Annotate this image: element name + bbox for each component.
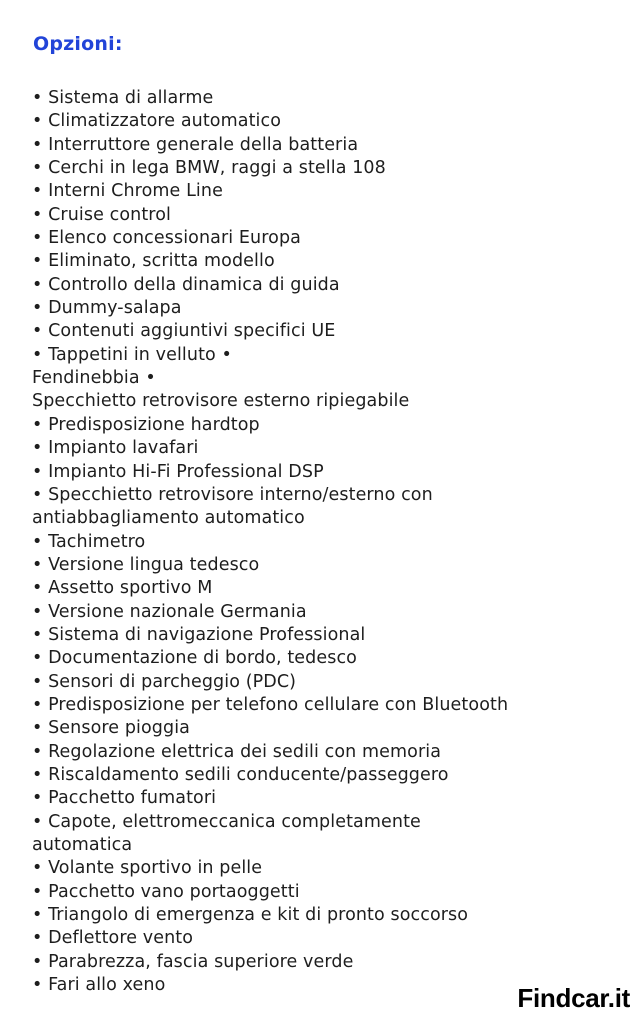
option-line: • Sistema di navigazione Professional <box>32 624 366 645</box>
option-line: • Sensore pioggia <box>32 718 190 739</box>
option-line: antiabbagliamento automatico <box>32 508 305 529</box>
option-line: • Predisposizione per telefono cellulare con Bluetooth <box>32 694 509 715</box>
option-line: • Cerchi in lega BMW, raggi a stella 108 <box>32 158 386 179</box>
option-line: • Eliminato, scritta modello <box>32 251 275 272</box>
option-line: • Deflettore vento <box>32 928 194 949</box>
option-line: • Climatizzatore automatico <box>32 111 282 132</box>
option-line: • Versione nazionale Germania <box>32 601 307 622</box>
option-line: • Parabrezza, fascia superiore verde <box>32 951 354 972</box>
option-line: • Interruttore generale della batteria <box>32 134 359 155</box>
option-line: • Specchietto retrovisore interno/esterno con <box>32 484 433 505</box>
option-line: • Assetto sportivo M <box>32 578 213 599</box>
option-line: • Documentazione di bordo, tedesco <box>32 648 357 669</box>
options-list <box>32 87 508 997</box>
options-heading: Opzioni: <box>33 33 123 55</box>
option-line: • Impianto lavafari <box>32 438 199 459</box>
option-line: • Tappetini in velluto • <box>32 344 232 365</box>
option-line: • Triangolo di emergenza e kit di pronto soccorso <box>32 905 469 926</box>
option-line: • Tachimetro <box>32 531 146 552</box>
option-line: • Regolazione elettrica dei sedili con memoria <box>32 741 442 762</box>
option-line: • Predisposizione hardtop <box>32 414 260 435</box>
option-line: • Capote, elettromeccanica completamente <box>32 811 421 832</box>
option-line: • Pacchetto fumatori <box>32 788 217 809</box>
option-line: • Controllo della dinamica di guida <box>32 274 340 295</box>
option-line: • Pacchetto vano portaoggetti <box>32 881 300 902</box>
option-line: • Impianto Hi-Fi Professional DSP <box>32 461 324 482</box>
option-line: • Sistema di allarme <box>32 88 214 108</box>
option-line: • Elenco concessionari Europa <box>32 228 301 249</box>
option-line: • Versione lingua tedesco <box>32 554 260 575</box>
option-line: • Dummy-salapa <box>32 298 182 319</box>
option-line: • Volante sportivo in pelle <box>32 858 263 879</box>
findcar-watermark: Findcar.it <box>517 983 630 1013</box>
option-line: Specchietto retrovisore esterno ripiegabile <box>32 391 410 412</box>
option-line: • Cruise control <box>32 204 171 225</box>
option-line: Fendinebbia • <box>32 368 156 389</box>
option-line: • Sensori di parcheggio (PDC) <box>32 671 297 692</box>
option-line: • Contenuti aggiuntivi specifici UE <box>32 321 336 342</box>
option-line: • Interni Chrome Line <box>32 181 223 202</box>
option-line: • Riscaldamento sedili conducente/passeggero <box>32 764 449 785</box>
option-line: automatica <box>32 835 133 855</box>
option-line: • Fari allo xeno <box>32 975 166 996</box>
